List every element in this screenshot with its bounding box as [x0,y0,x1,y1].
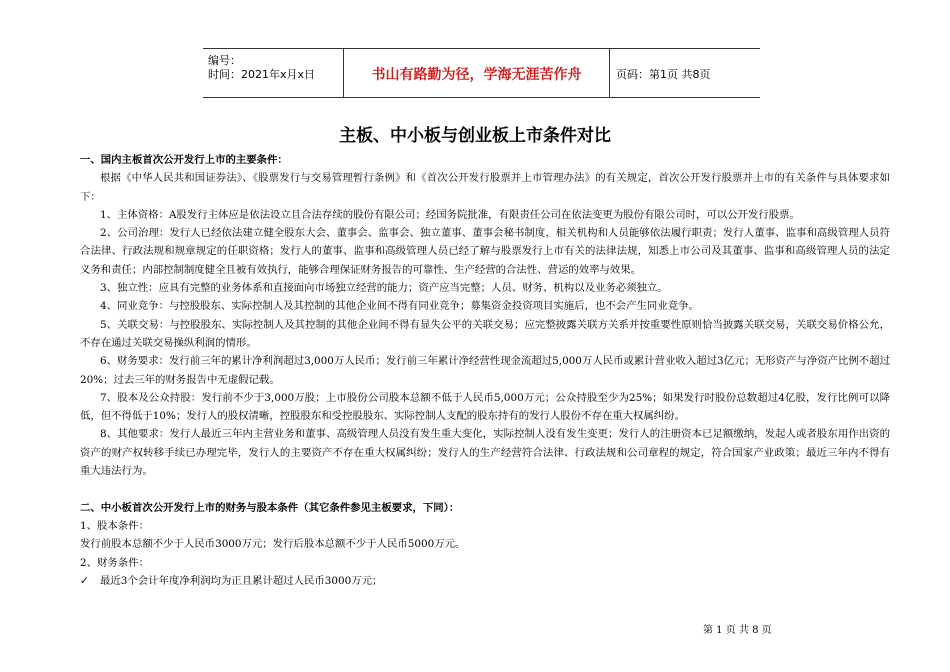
header-table [203,48,760,98]
motto-text: 书山有路勤为径，学海无涯苦作舟 [371,67,582,83]
number-label: 编号： [208,54,241,67]
header-motto-cell [344,49,610,97]
share-capital-title: 1、股本条件： [80,519,149,532]
share-capital-text: 发行前股本总额不少于人民币3000万元；发行后股本总额不少于人民币5000万元。 [80,538,466,551]
financial-item-text: 最近3个会计年度净利润均为正且累计超过人民币3000万元； [100,574,383,587]
section-gap [80,480,890,498]
section1-heading: 一、国内主板首次公开发行上市的主要条件： [80,154,288,166]
header-page-cell [610,49,760,97]
section1-item-3: 3、独立性：应具有完整的业务体系和直接面向市场独立经营的能力；资产应当完整；人员、财务、机构以及业务必须独立。 [100,282,668,295]
financial-title: 2、财务条件： [80,556,149,569]
section1-item-7: 7、股本及公众持股：发行前不少于3,000万股；上市股份公司股本总额不低于人民币5,000万元；公众持股至少为25%；如果发行时股份总数超过4亿股，发行比例可以降低，但不得低于10%；发行人的股权清晰，控股股东和受控股股东、实际控制人支配的股东持有的发行人股份不存在重大权属纠纷。 [80,391,890,423]
page-number-label: 页码：第1页 共8页 [616,68,711,81]
financial-item [80,572,890,590]
section1-item-5: 5、关联交易：与控股股东、实际控制人及其控制的其他企业间不得有显失公平的关联交易；应完整披露关联方关系并按重要性原则恰当披露关联交易，关联交易价格公允，不存在通过关联交易操纵利润的情形。 [80,318,890,349]
section1-item-8: 8、其他要求：发行人最近三年内主营业务和董事、高级管理人员没有发生重大变化，实际控制人没有发生变更；发行人的注册资本已足额缴纳，发起人或者股东用作出资的资产的财产权转移手续已办理完毕，发行人的主要资产不存在重大权属纠纷；发行人的生产经营符合法律、行政法规和公司章程的规定，符合国家产业政策；最近三年内不得有重大违法行为。 [80,428,890,478]
section1-item-1: 1、主体资格：A股发行主体应是依法设立且合法存续的股份有限公司；经国务院批准，有限责任公司在依法变更为股份有限公司时，可以公开发行股票。 [100,208,800,221]
section1-item-6: 6、财务要求：发行前三年的累计净利润超过3,000万人民币；发行前三年累计净经营性现金流超过5,000万人民币或累计营业收入超过3亿元；无形资产与净资产比例不超过20%；过去三年的财务报告中无虚假记载。 [80,355,890,386]
section1-item-4: 4、同业竞争：与控股股东、实际控制人及其控制的其他企业间不得有同业竞争；募集资金投资项目实施后，也不会产生同业竞争。 [100,300,699,313]
document-body [80,151,890,590]
checkmark-icon: ✓ [80,574,89,587]
time-label: 时间：2021年x月x日 [208,68,316,81]
header-info-cell [203,49,344,97]
section1-intro: 根据《中华人民共和国证券法》、《股票发行与交易管理暂行条例》和《首次公开发行股票并上市管理办法》的有关规定，首次公开发行股票并上市的有关条件与具体要求如下： [80,172,890,203]
document-title: 主板、中小板与创业板上市条件对比 [339,126,611,146]
section1-item-2: 2、公司治理：发行人已经依法建立健全股东大会、董事会、监事会、独立董事、董事会秘书制度，相关机构和人员能够依法履行职责；发行人董事、监事和高级管理人员符合法律、行政法规和规章规定的任职资格；发行人的董事、监事和高级管理人员已经了解与股票发行上市有关的法律法规，知悉上市公司及其董事、监事和高级管理人员的法定义务和责任；内部控制制度健全且被有效执行，能够合理保证财务报告的可靠性、生产经营的合法性、营运的效率与效果。 [80,227,890,276]
section2-heading: 二、中小板首次公开发行上市的财务与股本条件（其它条件参见主板要求，下同）： [80,501,460,514]
page-footer: 第 1 页 共 8 页 [703,625,772,636]
